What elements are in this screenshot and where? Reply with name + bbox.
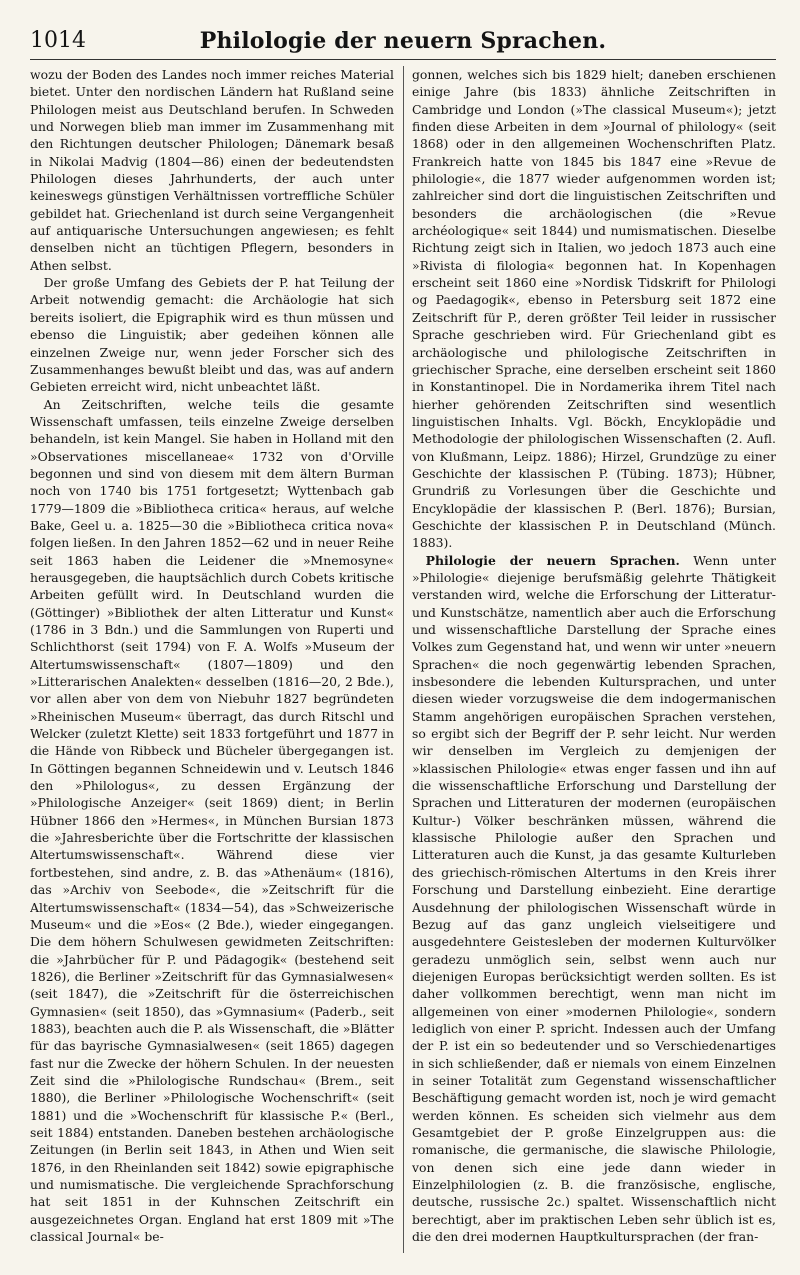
text-columns xyxy=(30,66,776,1253)
header-rule xyxy=(30,59,776,60)
paragraph: Der große Umfang des Gebiets der P. hat Teilung der Arbeit notwendig gemacht: die Archäologie hat sich bereits isoliert, die Epigraphik wird es thun müssen und ebenso die Linguistik; aber gedeihen können alle einzelnen Zweige nur, wenn jeder Forscher sich des Zusammenhanges bewußt bleibt und das, was auf andern Gebieten erreicht wird, nicht unbeachtet läßt. xyxy=(30,275,394,395)
page-number: 1014 xyxy=(30,28,86,53)
running-title: Philologie der neuern Sprachen. xyxy=(199,28,607,54)
paragraph: gonnen, welches sich bis 1829 hielt; daneben erschienen einige Jahre (bis 1833) ähnliche Zeitschriften in Cambridge und London (»The classical Museum«); jetzt finden diese Arbeiten in dem »Journal of philology« (seit 1868) oder in den allgemeinen Wochenschriften Platz. Frankreich hatte von 1845 bis 1847 eine »Revue de philologie«, die 1877 wieder aufgenommen worden ist; zahlreicher sind dort die linguistischen Zeitschriften und besonders die archäologischen (die »Revue archéologique« seit 1844) und numismatischen. Dieselbe Richtung zeigt sich in Italien, wo jedoch 1873 auch eine »Rivista di filologia« begonnen hat. In Kopenhagen erscheint seit 1860 eine »Nordisk Tidskrift for Philologi og Paedagogik«, ebenso in Petersburg seit 1872 eine Zeitschrift für P., deren größter Teil leider in russischer Sprache geschrieben wird. Für Griechenland gibt es archäologische und philologische Zeitschriften in griechischer Sprache, eine derselben erscheint seit 1860 in Konstantinopel. Die in Nordamerika ihrem Titel nach hierher gehörenden Zeitschriften sind wesentlich linguistischen Inhalts. Vgl. Böckh, Encyklopädie und Methodologie der philologischen Wissenschaften (2. Aufl. von Klußmann, Leipz. 1886); Hirzel, Grundzüge zu einer Geschichte der klassischen P. (Tübing. 1873); Hübner, Grundriß zu Vorlesungen über die Geschichte und Encyklopädie der klassischen P. (Berl. 1876); Bursian, Geschichte der klassischen P. in Deutschland (Münch. 1883). xyxy=(412,67,776,551)
left-column xyxy=(30,66,403,1253)
paragraph: wozu der Boden des Landes noch immer reiches Material bietet. Unter den nordischen Ländern hat Rußland seine Philologen meist aus Deutschland berufen. In Schweden und Norwegen blieb man immer im Zusammenhang mit den Richtungen deutscher Philologen; Dänemark besaß in Nikolai Madvig (1804—86) einen der bedeutendsten Philologen dieses Jahrhunderts, der auch unter keineswegs günstigen Verhältnissen vortreffliche Schüler gebildet hat. Griechenland ist durch seine Vergangenheit auf antiquarische Untersuchungen angewiesen; es fehlt denselben nicht an tüchtigen Pflegern, besonders in Athen selbst. xyxy=(30,67,394,273)
column-divider xyxy=(403,66,404,1253)
page-header xyxy=(30,26,776,60)
right-column xyxy=(403,66,776,1253)
paragraph: An Zeitschriften, welche teils die gesamte Wissenschaft umfassen, teils einzelne Zweige derselben behandeln, ist kein Mangel. Sie haben in Holland mit den »Observationes miscellaneae« 1732 von d'Orville begonnen und sind von diesem mit dem ältern Burman noch von 1740 bis 1751 fortgesetzt; Wyttenbach gab 1779—1809 die »Bibliotheca critica« heraus, auf welche Bake, Geel u. a. 1825—30 die »Bibliotheca critica nova« folgen ließen. In den Jahren 1852—62 und in neuer Reihe seit 1863 haben die Leidener die »Mnemosyne« herausgegeben, die hauptsächlich durch Cobets kritische Arbeiten gefüllt wird. In Deutschland wurden die (Göttinger) »Bibliothek der alten Litteratur und Kunst« (1786 in 3 Bdn.) und die Sammlungen von Ruperti und Schlichthorst (seit 1794) von F. A. Wolfs »Museum der Altertumswissenschaft« (1807—1809) und den »Litterarischen Analekten« desselben (1816—20, 2 Bde.), vor allen aber von dem von Niebuhr 1827 begründeten »Rheinischen Museum« überragt, das durch Ritschl und Welcker (zuletzt Klette) seit 1833 fortgeführt und 1877 in die Hände von Ribbeck und Bücheler übergegangen ist. In Göttingen begannen Schneidewin und v. Leutsch 1846 den »Philologus«, zu dessen Ergänzung der »Philologische Anzeiger« (seit 1869) dient; in Berlin Hübner 1866 den »Hermes«, in München Bursian 1873 die »Jahresberichte über die Fortschritte der klassischen Altertumswissenschaft«. Während diese vier fortbestehen, sind andre, z. B. das »Athenäum« (1816), das »Archiv von Seebode«, die »Zeitschrift für die Altertumswissenschaft« (1834—54), das »Schweizerische Museum« und die »Eos« (2 Bde.), wieder eingegangen. Die dem höhern Schulwesen gewidmeten Zeitschriften: die »Jahrbücher für P. und Pädagogik« (bestehend seit 1826), die Berliner »Zeitschrift für das Gymnasialwesen« (seit 1847), die »Zeitschrift für die österreichischen Gymnasien« (seit 1850), das »Gymnasium« (Paderb., seit 1883), beachten auch die P. als Wissenschaft, die »Blätter für das bayrische Gymnasialwesen« (seit 1865) dagegen fast nur die Zwecke der höhern Schulen. In der neuesten Zeit sind die »Philologische Rundschau« (Brem., seit 1880), die Berliner »Philologische Wochenschrift« (seit 1881) und die »Wochenschrift für klassische P.« (Berl., seit 1884) entstanden. Daneben bestehen archäologische Zeitungen (in Berlin seit 1843, in Athen und Wien seit 1876, in den Rheinlanden seit 1842) sowie epigraphische und numismatische. Die vergleichende Sprachforschung hat seit 1851 in der Kuhnschen Zeitschrift ein ausgezeichnetes Organ. England hat erst 1809 mit »The classical Journal« be- xyxy=(30,396,394,1245)
entry-headword: Philologie der neuern Sprachen. xyxy=(425,552,680,568)
entry-paragraph xyxy=(412,552,776,1246)
entry-text: Wenn unter »Philologie« diejenige berufsmäßig gelehrte Thätigkeit verstanden wird, welche die Erforschung der Litteratur- und Kunstschätze, namentlich aber auch die Erforschung und wissenschaftliche Darstellung der Sprache eines Volkes zum Gegenstand hat, und wenn wir unter »neuern Sprachen« die noch gegenwärtig lebenden Sprachen, insbesondere die lebenden Kultursprachen, und unter diesen wieder vorzugsweise die dem indogermanischen Stamm angehörigen europäischen Sprachen verstehen, so ergibt sich der Begriff der P. sehr leicht. Nur werden wir denselben im Vergleich zu demjenigen der »klassischen Philologie« etwas enger fassen und ihn auf die wissenschaftliche Erforschung und Darstellung der Sprachen und Litteraturen der modernen (europäischen Kultur-) Völker beschränken müssen, während die klassische Philologie außer den Sprachen und Litteraturen auch die Kunst, ja das gesamte Kulturleben des griechisch-römischen Altertums in den Kreis ihrer Forschung und Darstellung einbezieht. Eine derartige Ausdehnung der philologischen Wissenschaft würde in Bezug auf das ganz ungleich vielseitigere und ausgedehntere Geistesleben der modernen Kulturvölker geradezu unmöglich sein, selbst wenn auch nur diejenigen Europas berücksichtigt werden sollten. Es ist daher vollkommen berechtigt, wenn man nicht im allgemeinen von einer »modernen Philologie«, sondern lediglich von einer P. spricht. Indessen auch der Umfang der P. ist ein so bedeutender und so Verschiedenartiges in sich schließender, daß er niemals von einem Einzelnen in seiner Totalität zum Gegenstand wissenschaftlicher Beschäftigung gemacht worden ist, noch je wird gemacht werden können. Es scheiden sich vielmehr aus dem Gesamtgebiet der P. große Einzelgruppen aus: die romanische, die germanische, die slawische Philologie, von denen sich eine jede dann wieder in Einzelphilologien (z. B. die französische, englische, deutsche, russische 2c.) spaltet. Wissenschaftlich nicht berechtigt, aber im praktischen Leben sehr üblich ist es, die den drei modernen Hauptkultursprachen (der fran- xyxy=(412,552,776,1245)
